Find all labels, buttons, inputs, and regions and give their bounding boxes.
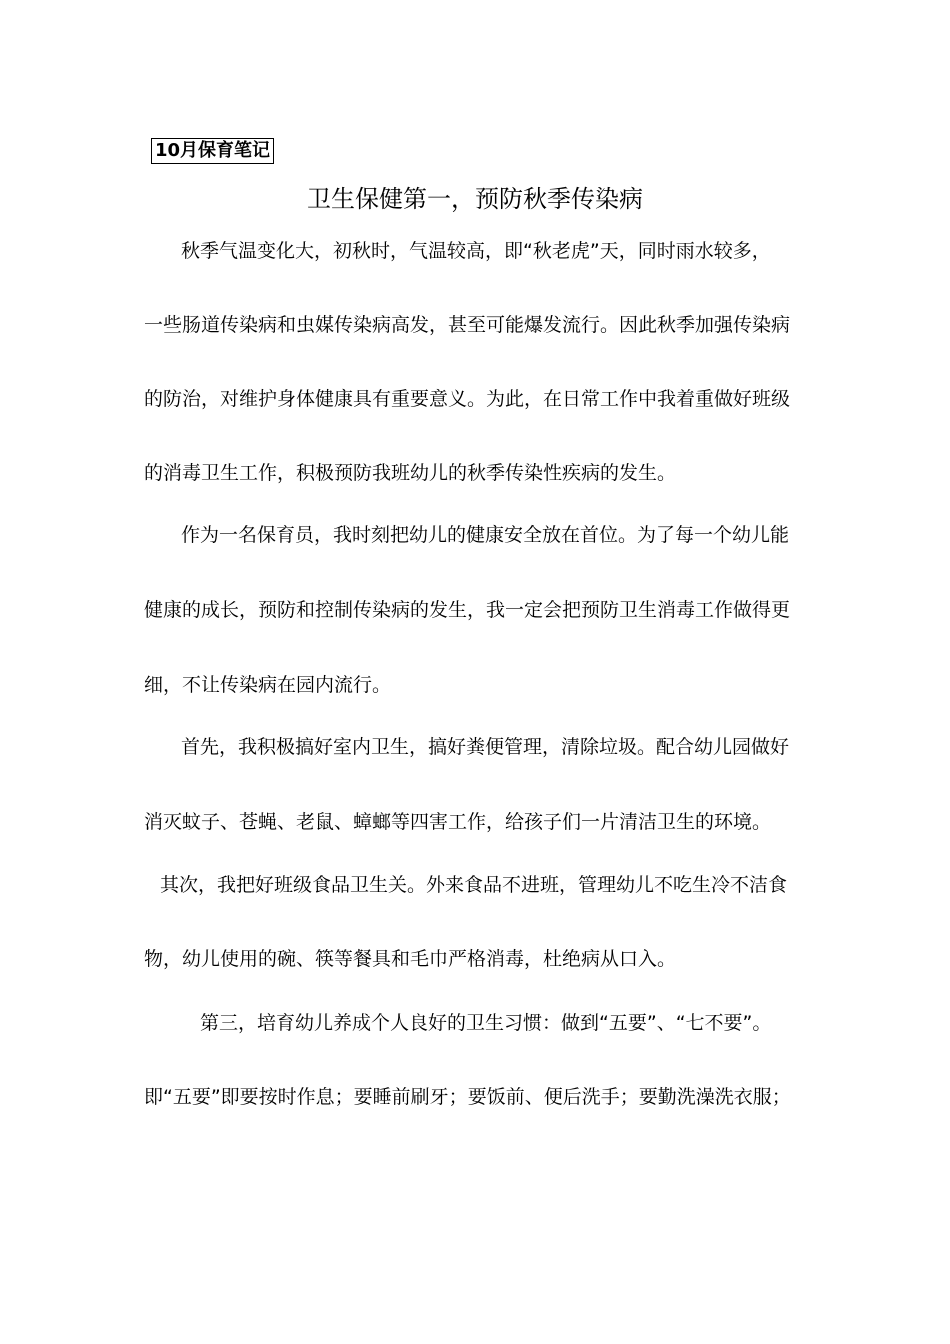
article-title: 卫生保健第一，预防秋季传染病 <box>307 185 643 213</box>
paragraph-line: 作为一名保育员，我时刻把幼儿的健康安全放在首位。为了每一个幼儿能 <box>181 524 790 546</box>
note-heading-box: 10月保育笔记 <box>151 138 274 164</box>
paragraph-line: 的消毒卫生工作，积极预防我班幼儿的秋季传染性疾病的发生。 <box>144 462 677 484</box>
paragraph-line: 健康的成长，预防和控制传染病的发生，我一定会把预防卫生消毒工作做得更 <box>144 599 791 621</box>
paragraph-line: 一些肠道传染病和虫媒传染病高发，甚至可能爆发流行。因此秋季加强传染病 <box>144 314 791 336</box>
paragraph-line: 的防治，对维护身体健康具有重要意义。为此，在日常工作中我着重做好班级 <box>144 388 791 410</box>
paragraph-line: 首先，我积极搞好室内卫生，搞好粪便管理，清除垃圾。配合幼儿园做好 <box>181 736 790 758</box>
paragraph-line: 第三，培育幼儿养成个人良好的卫生习惯：做到“五要”、“七不要”。 <box>200 1012 772 1034</box>
paragraph-line: 秋季气温变化大，初秋时，气温较高，即“秋老虎”天，同时雨水较多， <box>181 240 771 262</box>
paragraph-line: 其次，我把好班级食品卫生关。外来食品不进班，管理幼儿不吃生冷不洁食 <box>160 874 788 896</box>
paragraph-line: 物，幼儿使用的碗、筷等餐具和毛巾严格消毒，杜绝病从口入。 <box>144 948 677 970</box>
paragraph-line: 消灭蚊子、苍蝇、老鼠、蟑螂等四害工作，给孩子们一片清洁卫生的环境。 <box>144 811 772 833</box>
paragraph-line: 细，不让传染病在园内流行。 <box>144 674 392 696</box>
paragraph-line: 即“五要”即要按时作息；要睡前刷牙；要饭前、便后洗手；要勤洗澡洗衣服； <box>144 1086 791 1108</box>
